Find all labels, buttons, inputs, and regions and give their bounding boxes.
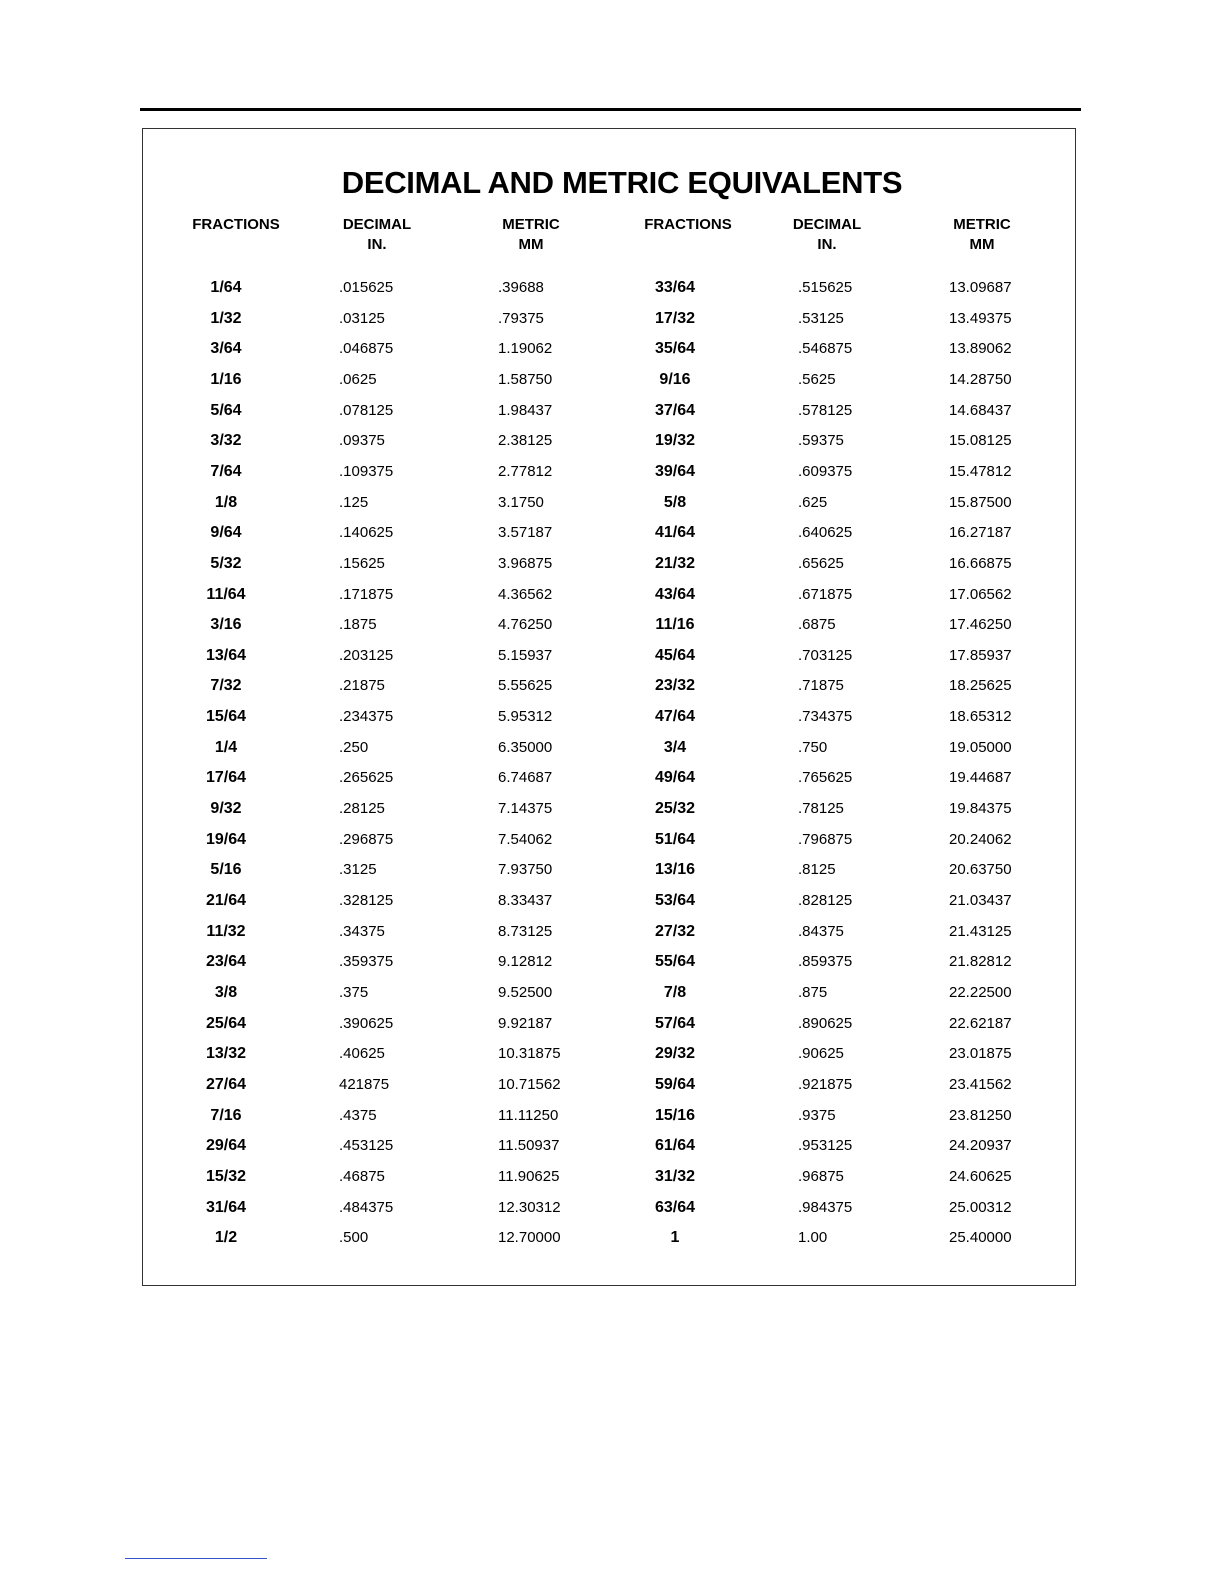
metric-right: 21.43125 xyxy=(949,922,1012,940)
metric-left: 7.54062 xyxy=(498,830,553,848)
fraction-left: 3/16 xyxy=(210,616,242,634)
decimal-right: .8125 xyxy=(798,861,836,879)
decimal-left: .0625 xyxy=(339,370,377,388)
fraction-right: 57/64 xyxy=(654,1014,696,1032)
decimal-right: .9375 xyxy=(798,1106,836,1124)
decimal-right: .984375 xyxy=(798,1198,853,1216)
table-row xyxy=(143,984,1075,1014)
table-row xyxy=(143,310,1075,340)
table-row xyxy=(143,371,1075,401)
metric-left: 3.1750 xyxy=(498,493,544,511)
decimal-left: .234375 xyxy=(339,708,394,726)
fraction-left: 11/32 xyxy=(206,922,246,940)
metric-left: 2.77812 xyxy=(498,462,553,480)
fraction-left: 1/64 xyxy=(210,279,242,296)
metric-right: 16.66875 xyxy=(949,554,1012,572)
header-metric-left: METRIC MM xyxy=(502,216,560,253)
metric-right: 13.09687 xyxy=(949,279,1012,296)
fraction-left: 9/32 xyxy=(210,800,242,818)
metric-left: 11.90625 xyxy=(498,1167,560,1185)
fraction-right: 37/64 xyxy=(654,401,696,419)
table-row xyxy=(143,831,1075,861)
metric-right: 23.81250 xyxy=(949,1106,1012,1124)
decimal-right: .65625 xyxy=(798,554,844,572)
table-row xyxy=(143,279,1075,309)
decimal-left: .390625 xyxy=(339,1014,394,1032)
decimal-right: .609375 xyxy=(798,462,853,480)
decimal-left: .453125 xyxy=(339,1137,394,1155)
decimal-right: .5625 xyxy=(798,370,836,388)
metric-left: 5.15937 xyxy=(498,646,553,664)
metric-left: 9.52500 xyxy=(498,983,553,1001)
fraction-right: 3/4 xyxy=(663,738,687,756)
fraction-left: 15/64 xyxy=(205,708,247,726)
fraction-left: 1/4 xyxy=(214,738,238,756)
metric-right: 19.44687 xyxy=(949,769,1012,787)
fraction-left: 1/32 xyxy=(210,309,242,327)
metric-left: 9.12812 xyxy=(498,953,553,971)
fraction-left: 31/64 xyxy=(205,1198,247,1216)
table-row xyxy=(143,739,1075,769)
fraction-right: 23/32 xyxy=(654,677,696,695)
decimal-left: .46875 xyxy=(339,1167,385,1185)
decimal-right: .90625 xyxy=(798,1045,844,1063)
decimal-left: .21875 xyxy=(339,677,385,695)
fraction-right: 63/64 xyxy=(654,1198,696,1216)
metric-left: 7.93750 xyxy=(498,861,553,879)
table-row xyxy=(143,463,1075,493)
fraction-left: 7/64 xyxy=(210,462,242,480)
decimal-right: .750 xyxy=(798,738,828,756)
metric-left: 5.95312 xyxy=(498,708,553,726)
fraction-right: 13/16 xyxy=(654,861,696,879)
fraction-left: 11/64 xyxy=(206,585,246,603)
fraction-right: 45/64 xyxy=(654,646,696,664)
metric-left: 8.73125 xyxy=(498,922,553,940)
header-decimal-left: DECIMAL IN. xyxy=(342,216,412,253)
fraction-right: 55/64 xyxy=(654,953,696,971)
decimal-right: .71875 xyxy=(798,677,844,695)
metric-left: 12.70000 xyxy=(498,1229,561,1247)
decimal-left: .28125 xyxy=(339,800,385,818)
table-row xyxy=(143,677,1075,707)
table-row xyxy=(143,892,1075,922)
fraction-left: 7/32 xyxy=(210,677,242,695)
decimal-right: .828125 xyxy=(798,892,853,909)
fraction-right: 21/32 xyxy=(654,554,696,572)
fraction-left: 7/16 xyxy=(210,1106,242,1124)
header-fractions-left: FRACTIONS xyxy=(192,216,280,233)
decimal-right: 1.00 xyxy=(798,1229,828,1247)
metric-right: 14.28750 xyxy=(949,370,1012,388)
table-row xyxy=(143,524,1075,554)
decimal-right: .875 xyxy=(798,983,828,1001)
table-row xyxy=(143,586,1075,616)
decimal-right: .859375 xyxy=(798,953,853,971)
metric-right: 19.84375 xyxy=(949,800,1012,818)
fraction-left: 13/64 xyxy=(205,646,247,664)
decimal-right: .59375 xyxy=(798,432,844,450)
decimal-right: .578125 xyxy=(798,401,853,419)
fraction-right: 51/64 xyxy=(654,830,696,848)
fraction-right: 35/64 xyxy=(654,340,696,358)
decimal-left: .375 xyxy=(339,983,369,1001)
header-metric-right: METRIC MM xyxy=(953,216,1011,253)
decimal-right: .703125 xyxy=(798,646,853,664)
metric-right: 17.46250 xyxy=(949,616,1012,634)
fraction-left: 3/32 xyxy=(210,432,242,450)
metric-right: 21.82812 xyxy=(949,953,1012,971)
metric-right: 23.41562 xyxy=(949,1075,1012,1093)
metric-left: .39688 xyxy=(498,279,544,296)
metric-right: 13.89062 xyxy=(949,340,1012,358)
metric-right: 22.62187 xyxy=(949,1014,1012,1032)
metric-left: 4.36562 xyxy=(498,585,553,603)
decimal-right: .625 xyxy=(798,493,828,511)
decimal-left: .046875 xyxy=(339,340,394,358)
fraction-left: 15/32 xyxy=(205,1167,247,1185)
fraction-right: 39/64 xyxy=(654,462,696,480)
fraction-right: 31/32 xyxy=(654,1167,696,1185)
metric-left: 3.96875 xyxy=(498,554,553,572)
metric-left: 1.19062 xyxy=(498,340,553,358)
decimal-right: .796875 xyxy=(798,830,853,848)
decimal-left: .140625 xyxy=(339,524,394,542)
footer-link-underline xyxy=(125,1558,267,1559)
metric-right: 15.87500 xyxy=(949,493,1012,511)
table-row xyxy=(143,800,1075,830)
metric-right: 17.85937 xyxy=(949,646,1012,664)
decimal-left: .1875 xyxy=(339,616,377,634)
metric-left: 6.74687 xyxy=(498,769,553,787)
decimal-right: .671875 xyxy=(798,585,853,603)
metric-left: 1.58750 xyxy=(498,370,553,388)
decimal-left: .359375 xyxy=(339,953,394,971)
table-row xyxy=(143,1015,1075,1045)
fraction-right: 11/16 xyxy=(655,616,695,634)
decimal-left: .484375 xyxy=(339,1198,394,1216)
decimal-left: .09375 xyxy=(339,432,385,450)
decimal-left: .125 xyxy=(339,493,369,511)
decimal-left: .03125 xyxy=(339,309,385,327)
table-row xyxy=(143,340,1075,370)
fraction-right: 33/64 xyxy=(654,279,696,296)
metric-right: 22.22500 xyxy=(949,983,1012,1001)
table-row xyxy=(143,953,1075,983)
metric-right: 18.25625 xyxy=(949,677,1012,695)
decimal-right: .6875 xyxy=(798,616,836,634)
decimal-right: .515625 xyxy=(798,279,853,296)
metric-left: 10.31875 xyxy=(498,1045,561,1063)
metric-right: 24.60625 xyxy=(949,1167,1012,1185)
fraction-left: 21/64 xyxy=(205,892,247,909)
decimal-left: .328125 xyxy=(339,892,394,909)
metric-right: 25.40000 xyxy=(949,1229,1012,1247)
fraction-right: 47/64 xyxy=(654,708,696,726)
decimal-left: .34375 xyxy=(339,922,385,940)
table-row xyxy=(143,1107,1075,1137)
decimal-left: .40625 xyxy=(339,1045,385,1063)
metric-right: 14.68437 xyxy=(949,401,1012,419)
equivalents-table-frame xyxy=(142,128,1076,1286)
metric-left: 4.76250 xyxy=(498,616,553,634)
fraction-left: 9/64 xyxy=(210,524,242,542)
fraction-right: 49/64 xyxy=(654,769,696,787)
table-row xyxy=(143,769,1075,799)
fraction-right: 15/16 xyxy=(654,1106,696,1124)
fraction-left: 27/64 xyxy=(205,1075,247,1093)
fraction-left: 29/64 xyxy=(205,1137,247,1155)
table-row xyxy=(143,1168,1075,1198)
fraction-right: 25/32 xyxy=(654,800,696,818)
metric-left: .79375 xyxy=(498,309,544,327)
table-row xyxy=(143,432,1075,462)
fraction-right: 41/64 xyxy=(654,524,696,542)
fraction-right: 9/16 xyxy=(659,370,691,388)
header-fractions-right: FRACTIONS xyxy=(644,216,732,233)
table-row xyxy=(143,1199,1075,1229)
fraction-right: 43/64 xyxy=(654,585,696,603)
metric-right: 17.06562 xyxy=(949,585,1012,603)
decimal-left: .15625 xyxy=(339,554,385,572)
decimal-right: .84375 xyxy=(798,922,844,940)
metric-right: 25.00312 xyxy=(949,1198,1012,1216)
metric-right: 21.03437 xyxy=(949,892,1012,909)
table-row xyxy=(143,647,1075,677)
decimal-right: .734375 xyxy=(798,708,853,726)
decimal-right: .953125 xyxy=(798,1137,853,1155)
fraction-left: 3/64 xyxy=(210,340,242,358)
metric-left: 11.11250 xyxy=(498,1106,559,1124)
decimal-left: .015625 xyxy=(339,279,394,296)
fraction-right: 27/32 xyxy=(654,922,696,940)
metric-left: 3.57187 xyxy=(498,524,553,542)
fraction-right: 19/32 xyxy=(654,432,696,450)
decimal-left: .203125 xyxy=(339,646,394,664)
table-row xyxy=(143,402,1075,432)
table-row xyxy=(143,555,1075,585)
table-row xyxy=(143,1045,1075,1075)
fraction-left: 3/8 xyxy=(214,983,238,1001)
fraction-right: 59/64 xyxy=(654,1075,696,1093)
decimal-left: .4375 xyxy=(339,1106,377,1124)
top-rule xyxy=(140,108,1081,111)
metric-left: 5.55625 xyxy=(498,677,553,695)
fraction-right: 29/32 xyxy=(654,1045,696,1063)
decimal-left: .265625 xyxy=(339,769,394,787)
fraction-left: 17/64 xyxy=(205,769,247,787)
fraction-right: 61/64 xyxy=(654,1137,696,1155)
metric-right: 19.05000 xyxy=(949,738,1012,756)
decimal-left: .3125 xyxy=(339,861,377,879)
metric-right: 23.01875 xyxy=(949,1045,1012,1063)
fraction-right: 17/32 xyxy=(654,309,696,327)
fraction-left: 25/64 xyxy=(205,1014,247,1032)
decimal-right: .921875 xyxy=(798,1075,853,1093)
table-row xyxy=(143,1076,1075,1106)
decimal-right: .53125 xyxy=(798,309,844,327)
table-row xyxy=(143,861,1075,891)
metric-left: 9.92187 xyxy=(498,1014,553,1032)
metric-right: 20.63750 xyxy=(949,861,1012,879)
decimal-right: .890625 xyxy=(798,1014,853,1032)
metric-right: 16.27187 xyxy=(949,524,1012,542)
metric-left: 1.98437 xyxy=(498,401,553,419)
fraction-left: 19/64 xyxy=(205,830,247,848)
decimal-left: 421875 xyxy=(339,1075,390,1093)
metric-right: 20.24062 xyxy=(949,830,1012,848)
fraction-left: 5/64 xyxy=(210,401,242,419)
table-row xyxy=(143,1137,1075,1167)
table-row xyxy=(143,494,1075,524)
metric-right: 24.20937 xyxy=(949,1137,1012,1155)
decimal-right: .96875 xyxy=(798,1167,844,1185)
fraction-left: 1/8 xyxy=(214,493,238,511)
fraction-right: 7/8 xyxy=(663,983,687,1001)
fraction-left: 5/32 xyxy=(210,554,242,572)
decimal-right: .765625 xyxy=(798,769,853,787)
metric-left: 11.50937 xyxy=(498,1137,560,1155)
table-row xyxy=(143,1229,1075,1259)
header-decimal-right: DECIMAL IN. xyxy=(792,216,862,253)
metric-right: 15.47812 xyxy=(949,462,1012,480)
page-title: DECIMAL AND METRIC EQUIVALENTS xyxy=(341,165,903,200)
fraction-right: 5/8 xyxy=(663,493,687,511)
decimal-left: .296875 xyxy=(339,830,394,848)
decimal-right: .546875 xyxy=(798,340,853,358)
metric-left: 10.71562 xyxy=(498,1075,561,1093)
metric-left: 12.30312 xyxy=(498,1198,561,1216)
metric-left: 2.38125 xyxy=(498,432,553,450)
decimal-left: .109375 xyxy=(339,462,394,480)
fraction-left: 1/2 xyxy=(214,1229,238,1247)
metric-left: 7.14375 xyxy=(498,800,553,818)
fraction-right: 1 xyxy=(670,1229,680,1247)
metric-right: 13.49375 xyxy=(949,309,1012,327)
fraction-left: 5/16 xyxy=(210,861,242,879)
decimal-left: .500 xyxy=(339,1229,369,1247)
fraction-left: 1/16 xyxy=(210,370,242,388)
table-row xyxy=(143,923,1075,953)
decimal-right: .640625 xyxy=(798,524,853,542)
metric-left: 6.35000 xyxy=(498,738,553,756)
metric-left: 8.33437 xyxy=(498,892,553,909)
fraction-left: 13/32 xyxy=(205,1045,247,1063)
decimal-right: .78125 xyxy=(798,800,844,818)
fraction-right: 53/64 xyxy=(654,892,696,909)
decimal-left: .250 xyxy=(339,738,369,756)
table-row xyxy=(143,708,1075,738)
decimal-left: .078125 xyxy=(339,401,394,419)
metric-right: 18.65312 xyxy=(949,708,1012,726)
metric-right: 15.08125 xyxy=(949,432,1012,450)
fraction-left: 23/64 xyxy=(205,953,247,971)
table-row xyxy=(143,616,1075,646)
decimal-left: .171875 xyxy=(339,585,394,603)
